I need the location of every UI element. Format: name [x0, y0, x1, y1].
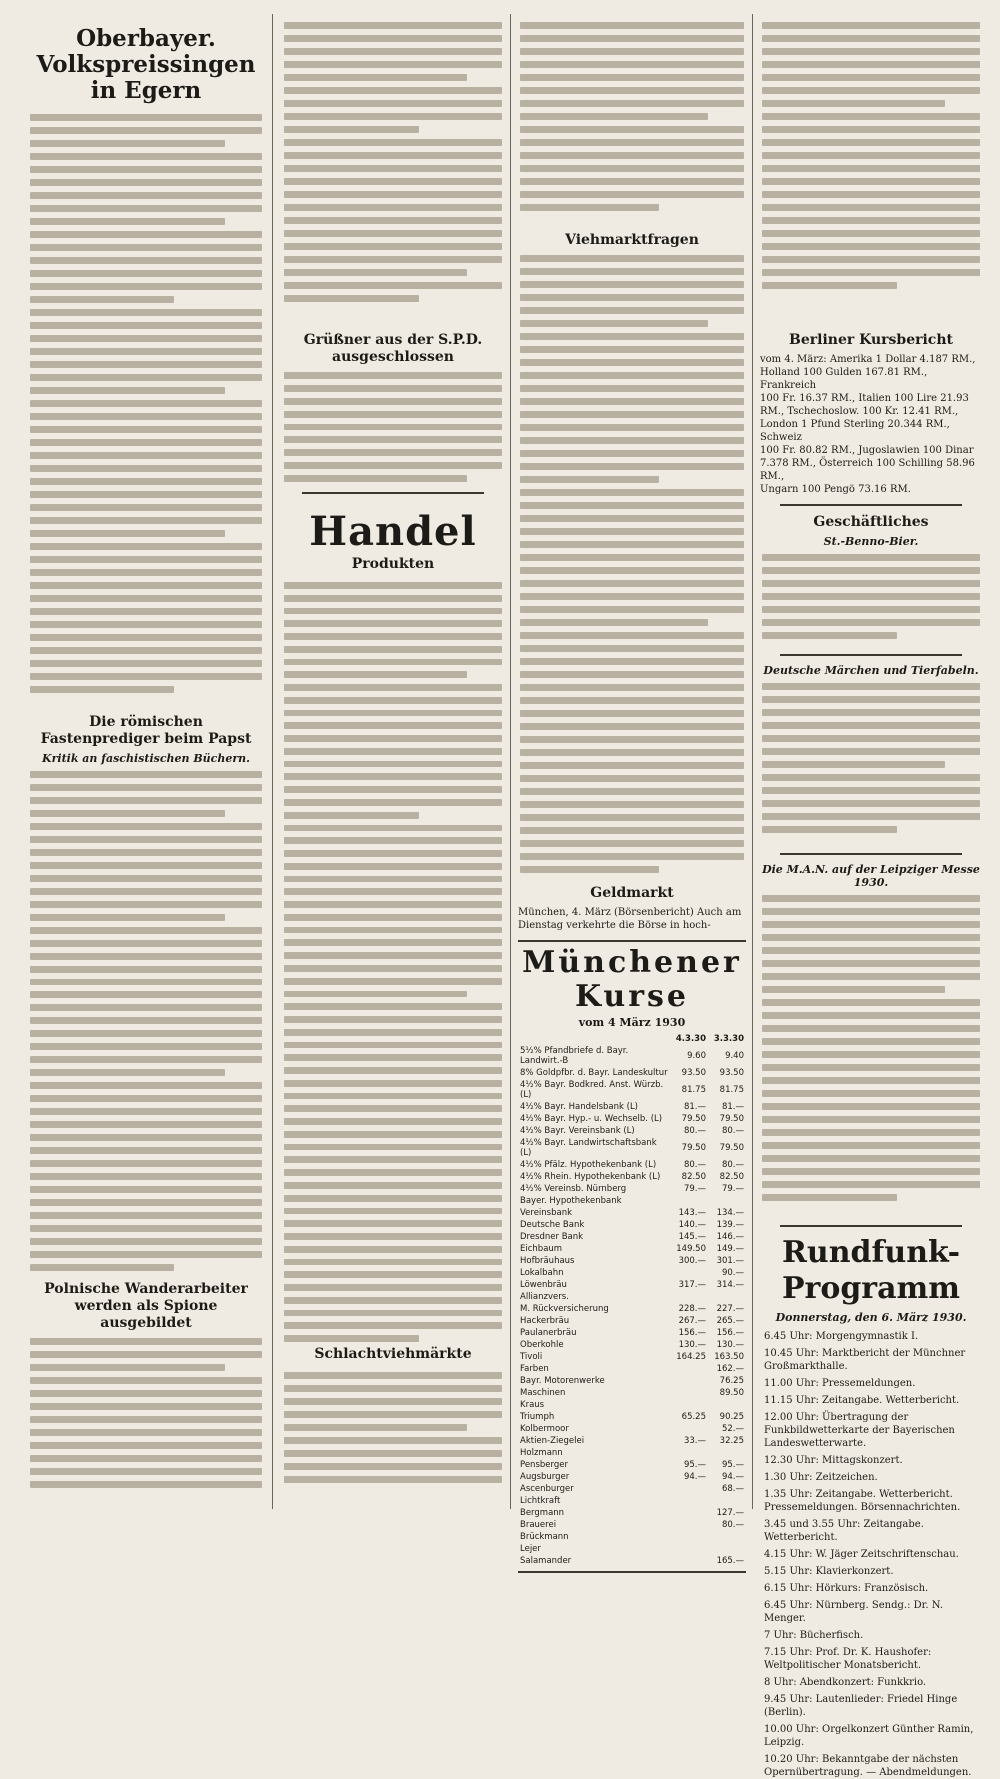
kurse-row — [518, 1231, 746, 1243]
kurse-value-b: 32.25 — [719, 1436, 744, 1446]
kurse-date: vom 4 März 1930 — [578, 1016, 686, 1029]
rundfunk-programm-date: Donnerstag, den 6. März 1930. — [775, 1311, 967, 1324]
section-title-handel: Handel — [309, 508, 477, 555]
headline-man-leipziger-messe: Die M.A.N. auf der Leipziger Messe 1930. — [762, 863, 980, 889]
kurse-row — [518, 1543, 746, 1555]
kurse-row — [518, 1207, 746, 1219]
kurse-value-b: 79.— — [721, 1184, 744, 1194]
kurse-title: Münchener Kurse — [522, 945, 742, 1014]
article-viehmarktfragen-body — [518, 253, 746, 877]
subsection-schlachtviehmaerkte: Schlachtviehmärkte — [314, 1346, 472, 1362]
kurse-row — [518, 1351, 746, 1363]
kurse-value-b: 90.25 — [719, 1412, 744, 1422]
kurse-value-b: 80.— — [721, 1520, 744, 1530]
kurse-value-a: 164.25 — [676, 1352, 706, 1362]
article-viehpreise-body — [518, 20, 746, 224]
program-entry: 6.45 Uhr: Morgengymnastik I. — [764, 1331, 919, 1342]
kurse-value-b: 80.— — [721, 1160, 744, 1170]
kurse-value-b — [708, 1195, 746, 1207]
kurse-name: Bayer. Hypothekenbank — [520, 1196, 622, 1206]
kurse-row — [518, 1243, 746, 1255]
kurse-row — [518, 1137, 746, 1159]
kurse-value-b: 90.— — [721, 1268, 744, 1278]
kurse-row — [518, 1387, 746, 1399]
kurse-col-b: 3.3.30 — [713, 1034, 744, 1044]
kurse-name: Paulanerbräu — [520, 1328, 577, 1338]
kurse-value-a: 156.— — [678, 1328, 706, 1338]
kurse-value-a — [670, 1495, 708, 1507]
kurse-value-b: 79.50 — [719, 1143, 744, 1153]
kurse-row — [518, 1423, 746, 1435]
kurse-row — [518, 1495, 746, 1507]
subhead-st-benno-bier: St.-Benno-Bier. — [823, 535, 919, 548]
kurse-value-a: 130.— — [678, 1340, 706, 1350]
kurse-col-a: 4.3.30 — [675, 1034, 706, 1044]
program-entry: 5.15 Uhr: Klavierkonzert. — [764, 1566, 894, 1577]
rundfunk-programm-title: Rundfunk-Programm — [781, 1235, 961, 1306]
kurse-row — [518, 1067, 746, 1079]
kurse-value-b: 134.— — [716, 1208, 744, 1218]
kurse-name: 4½% Pfälz. Hypothekenbank (L) — [520, 1160, 657, 1170]
article-maerchen-body — [760, 681, 982, 845]
kurse-value-b: 80.— — [721, 1126, 744, 1136]
kurse-value-b: 76.25 — [719, 1376, 744, 1386]
kurse-name: 4½% Bayr. Hyp.- u. Wechselb. (L) — [520, 1114, 663, 1124]
kurse-row — [518, 1327, 746, 1339]
program-entry: 12.00 Uhr: Übertragung der Funkbildwetterkarte der Bayerischen Landeswetterwarte. — [764, 1412, 955, 1449]
kurse-value-a: 81.— — [683, 1102, 706, 1112]
article-produkten-body — [282, 580, 504, 1344]
kurse-value-b: 162.— — [716, 1364, 744, 1374]
program-entry: 1.30 Uhr: Zeitzeichen. — [764, 1472, 878, 1483]
subsection-produkten: Produkten — [351, 556, 435, 572]
headline-berliner-kursbericht: Berliner Kursbericht — [789, 332, 953, 348]
kurse-value-a: 80.— — [683, 1126, 706, 1136]
program-entry: 1.35 Uhr: Zeitangabe. Wetterbericht. Pressemeldungen. Börsennachrichten. — [764, 1489, 961, 1513]
kurse-table — [518, 1033, 746, 1567]
program-entry: 4.15 Uhr: W. Jäger Zeitschriftenschau. — [764, 1549, 959, 1560]
kurse-value-a: 228.— — [678, 1304, 706, 1314]
kurse-value-a — [670, 1543, 708, 1555]
kurse-name: Eichbaum — [520, 1244, 563, 1254]
kurse-row — [518, 1447, 746, 1459]
kurse-row — [518, 1279, 746, 1291]
kurse-value-a: 65.25 — [681, 1412, 706, 1422]
kurse-value-b: 127.— — [716, 1508, 744, 1518]
kurse-name: Lichtkraft — [520, 1496, 561, 1506]
kurse-value-b: 146.— — [716, 1232, 744, 1242]
kurse-name: Deutsche Bank — [520, 1220, 585, 1230]
headline-wanderarbeiter: Polnische Wanderarbeiter werden als Spione ausgebildet — [44, 1281, 248, 1331]
program-entry: 6.45 Uhr: Nürnberg. Sendg.: Dr. N. Menger. — [764, 1600, 943, 1624]
kurse-value-a: 93.50 — [681, 1068, 706, 1078]
article-man-body — [760, 893, 982, 1217]
kurse-value-a — [670, 1507, 708, 1519]
kurse-value-a — [670, 1267, 708, 1279]
berliner-kursbericht-text — [760, 353, 982, 496]
kurse-row — [518, 1471, 746, 1483]
kurse-value-a — [670, 1555, 708, 1567]
kurse-value-a — [670, 1387, 708, 1399]
kurse-row — [518, 1339, 746, 1351]
kurse-name: Triumph — [520, 1412, 555, 1422]
program-entry: 10.45 Uhr: Marktbericht der Münchner Großmarkthalle. — [764, 1348, 966, 1372]
kurse-row — [518, 1303, 746, 1315]
kurse-row — [518, 1045, 746, 1067]
kurse-name: 4½% Bayr. Vereinsbank (L) — [520, 1126, 635, 1136]
kurse-name: Hackerbräu — [520, 1316, 570, 1326]
article-boerse-body — [760, 20, 982, 324]
kurse-value-a: 95.— — [683, 1460, 706, 1470]
kurse-value-a: 317.— — [678, 1280, 706, 1290]
kurse-value-b: 163.50 — [714, 1352, 744, 1362]
kurse-name: Maschinen — [520, 1388, 566, 1398]
kurse-name: M. Rückversicherung — [520, 1304, 609, 1314]
kurse-row — [518, 1507, 746, 1519]
kurse-row — [518, 1171, 746, 1183]
kurse-value-a: 33.— — [683, 1436, 706, 1446]
kurse-value-b: 81.75 — [719, 1085, 744, 1095]
kurse-row — [518, 1531, 746, 1543]
column-2 — [282, 20, 504, 1509]
kurse-name: Brauerei — [520, 1520, 557, 1530]
kurse-name: Holzmann — [520, 1448, 563, 1458]
kurse-value-b: 149.— — [716, 1244, 744, 1254]
kurse-value-b: 9.40 — [725, 1051, 744, 1061]
kurse-name: Farben — [520, 1364, 549, 1374]
kurse-value-b: 82.50 — [719, 1172, 744, 1182]
kurse-row — [518, 1291, 746, 1303]
kurse-name: Lokalbahn — [520, 1268, 564, 1278]
kurse-row — [518, 1363, 746, 1375]
kurse-name: Ascenburger — [520, 1484, 574, 1494]
kurse-value-a: 9.60 — [687, 1051, 706, 1061]
kurse-row — [518, 1555, 746, 1567]
kurse-name: Tivoli — [520, 1352, 543, 1362]
headline-gruessner: Grüßner aus der S.P.D. ausgeschlossen — [303, 332, 483, 365]
kurse-row — [518, 1195, 746, 1207]
kurse-value-b — [708, 1531, 746, 1543]
program-entry: 7.15 Uhr: Prof. Dr. K. Haushofer: Weltpolitischer Monatsbericht. — [764, 1647, 932, 1671]
berliner-kurs-line: Ungarn 100 Pengö 73.16 RM. — [760, 484, 911, 495]
kurse-value-a: 80.— — [683, 1160, 706, 1170]
kurse-row — [518, 1125, 746, 1137]
kurse-value-a — [670, 1519, 708, 1531]
kurse-value-b: 165.— — [716, 1556, 744, 1566]
headline-volkspreissingen: Oberbayer. Volkspreissingen in Egern — [36, 25, 256, 104]
article-gruessner-body — [282, 370, 504, 484]
kurse-row — [518, 1459, 746, 1471]
kurse-name: Salamander — [520, 1556, 572, 1566]
article-continuation-body — [282, 20, 504, 324]
kurse-row — [518, 1315, 746, 1327]
kurse-value-a: 79.50 — [681, 1143, 706, 1153]
berliner-kurs-line: 7.378 RM., Österreich 100 Schilling 58.96 RM., — [760, 458, 975, 482]
kurse-name: 4½% Rhein. Hypothekenbank (L) — [520, 1172, 661, 1182]
kurse-value-a: 145.— — [678, 1232, 706, 1242]
muenchener-kurse-box — [518, 940, 746, 1573]
kurse-value-a — [670, 1363, 708, 1375]
program-entry: 10.00 Uhr: Orgelkonzert Günther Ramin, Leipzig. — [764, 1724, 974, 1748]
geldmarkt-text: München, 4. März (Börsenbericht) Auch am Dienstag verkehrte die Börse in hoch- — [518, 907, 742, 931]
kurse-value-a: 81.75 — [681, 1085, 706, 1095]
kurse-name: Bayr. Motorenwerke — [520, 1376, 605, 1386]
headline-geschaeftliches: Geschäftliches — [813, 514, 929, 530]
kurse-name: Dresdner Bank — [520, 1232, 584, 1242]
kurse-name: 4½% Bayr. Landwirtschaftsbank (L) — [520, 1138, 657, 1158]
kurse-name: Allianzvers. — [520, 1292, 569, 1302]
kurse-name: Löwenbräu — [520, 1280, 567, 1290]
kurse-value-a: 94.— — [683, 1472, 706, 1482]
column-4 — [760, 20, 982, 1778]
headline-deutsche-maerchen: Deutsche Märchen und Tierfabeln. — [763, 664, 979, 677]
kurse-value-a: 79.50 — [681, 1114, 706, 1124]
article-st-benno-body — [760, 552, 982, 646]
kurse-value-a — [670, 1399, 708, 1411]
kurse-value-a: 300.— — [678, 1256, 706, 1266]
kurse-value-b: 156.— — [716, 1328, 744, 1338]
kurse-name: Kolbermoor — [520, 1424, 569, 1434]
berliner-kurs-line: 100 Fr. 80.82 RM., Jugoslawien 100 Dinar — [760, 445, 974, 456]
kurse-value-b: 227.— — [716, 1304, 744, 1314]
kurse-value-b: 301.— — [716, 1256, 744, 1266]
program-entry: 8 Uhr: Abendkonzert: Funkkrio. — [764, 1677, 927, 1688]
kurse-value-a — [670, 1195, 708, 1207]
kurse-row — [518, 1375, 746, 1387]
berliner-kurs-line: London 1 Pfund Sterling 20.344 RM., Schweiz — [760, 419, 950, 443]
kurse-value-b: 81.— — [721, 1102, 744, 1112]
berliner-kurs-line: RM., Tschechoslow. 100 Kr. 12.41 RM., — [760, 406, 959, 417]
berliner-kurs-line: 100 Fr. 16.37 RM., Italien 100 Lire 21.93 — [760, 393, 969, 404]
kurse-row — [518, 1483, 746, 1495]
kurse-name: 4½% Bayr. Bodkred. Anst. Würzb. (L) — [520, 1080, 664, 1100]
kurse-row — [518, 1267, 746, 1279]
kurse-row — [518, 1159, 746, 1171]
program-entry: 9.45 Uhr: Lautenlieder: Friedel Hinge (Berlin). — [764, 1694, 958, 1718]
kurse-name: Vereinsbank — [520, 1208, 573, 1218]
kurse-value-a — [670, 1423, 708, 1435]
kurse-name: Pensberger — [520, 1460, 568, 1470]
kurse-value-a — [670, 1531, 708, 1543]
kurse-value-a: 143.— — [678, 1208, 706, 1218]
kurse-row — [518, 1079, 746, 1101]
rundfunk-programm-list — [760, 1330, 982, 1779]
kurse-name: 5½% Pfandbriefe d. Bayr. Landwirt.-B — [520, 1046, 629, 1066]
article-wanderarbeiter-body — [28, 1336, 264, 1500]
kurse-row — [518, 1399, 746, 1411]
kurse-name: 4½% Vereinsb. Nürnberg — [520, 1184, 627, 1194]
kurse-value-b: 95.— — [721, 1460, 744, 1470]
kurse-row — [518, 1113, 746, 1125]
headline-viehmarktfragen: Viehmarktfragen — [565, 232, 699, 248]
kurse-value-b — [708, 1399, 746, 1411]
berliner-kurs-line: vom 4. März: Amerika 1 Dollar 4.187 RM., — [760, 354, 976, 365]
article-schlachtvieh-body — [282, 1370, 504, 1494]
program-entry: 7 Uhr: Bücherfisch. — [764, 1630, 864, 1641]
kurse-row — [518, 1183, 746, 1195]
kurse-value-a: 267.— — [678, 1316, 706, 1326]
program-entry: 12.30 Uhr: Mittagskonzert. — [764, 1455, 903, 1466]
kurse-value-a: 140.— — [678, 1220, 706, 1230]
program-entry: 10.20 Uhr: Bekanntgabe der nächsten Opernübertragung. — Abendmeldungen. — [764, 1754, 972, 1778]
kurse-row — [518, 1411, 746, 1423]
column-3 — [518, 20, 746, 1566]
berliner-kurs-line: Holland 100 Gulden 167.81 RM., Frankreich — [760, 367, 928, 391]
kurse-value-a: 79.— — [683, 1184, 706, 1194]
kurse-name: Brückmann — [520, 1532, 569, 1542]
kurse-value-b: 79.50 — [719, 1114, 744, 1124]
program-entry: 6.15 Uhr: Hörkurs: Französisch. — [764, 1583, 929, 1594]
kurse-row — [518, 1519, 746, 1531]
kurse-name: Lejer — [520, 1544, 541, 1554]
kurse-value-a: 149.50 — [676, 1244, 706, 1254]
kurse-name: Kraus — [520, 1400, 545, 1410]
kurse-value-b: 94.— — [721, 1472, 744, 1482]
kurse-name: Bergmann — [520, 1508, 565, 1518]
kurse-row — [518, 1219, 746, 1231]
kurse-value-a — [670, 1375, 708, 1387]
program-entry: 11.00 Uhr: Pressemeldungen. — [764, 1378, 916, 1389]
kurse-value-b: 139.— — [716, 1220, 744, 1230]
column-1 — [28, 20, 264, 1509]
kurse-value-b: 130.— — [716, 1340, 744, 1350]
kurse-value-b: 52.— — [721, 1424, 744, 1434]
kurse-name: 4½% Bayr. Handelsbank (L) — [520, 1102, 638, 1112]
kurse-value-b — [708, 1291, 746, 1303]
article-volkspreissingen-body — [28, 112, 264, 706]
program-entry: 3.45 und 3.55 Uhr: Zeitangabe. Wetterbericht. — [764, 1519, 924, 1543]
program-entry: 11.15 Uhr: Zeitangabe. Wetterbericht. — [764, 1395, 960, 1406]
kurse-value-a — [670, 1447, 708, 1459]
kurse-value-a — [670, 1483, 708, 1495]
kurse-name: Hofbräuhaus — [520, 1256, 575, 1266]
kurse-value-b: 93.50 — [719, 1068, 744, 1078]
subhead-fastenprediger: Kritik an faschistischen Büchern. — [42, 752, 250, 765]
kurse-value-b: 89.50 — [719, 1388, 744, 1398]
kurse-value-a: 82.50 — [681, 1172, 706, 1182]
kurse-name: Oberkohle — [520, 1340, 564, 1350]
headline-fastenprediger: Die römischen Fastenprediger beim Papst — [40, 714, 252, 747]
kurse-row — [518, 1101, 746, 1113]
headline-geldmarkt: Geldmarkt — [590, 885, 674, 901]
kurse-value-b: 265.— — [716, 1316, 744, 1326]
kurse-value-b: 68.— — [721, 1484, 744, 1494]
kurse-value-a — [670, 1291, 708, 1303]
article-fastenprediger-body — [28, 769, 264, 1273]
kurse-name: Aktien-Ziegelei — [520, 1436, 585, 1446]
kurse-row — [518, 1435, 746, 1447]
kurse-value-b — [708, 1495, 746, 1507]
kurse-value-b: 314.— — [716, 1280, 744, 1290]
kurse-name: 8% Goldpfbr. d. Bayr. Landeskultur — [520, 1068, 668, 1078]
kurse-row — [518, 1255, 746, 1267]
kurse-value-b — [708, 1543, 746, 1555]
kurse-value-b — [708, 1447, 746, 1459]
kurse-name: Augsburger — [520, 1472, 570, 1482]
